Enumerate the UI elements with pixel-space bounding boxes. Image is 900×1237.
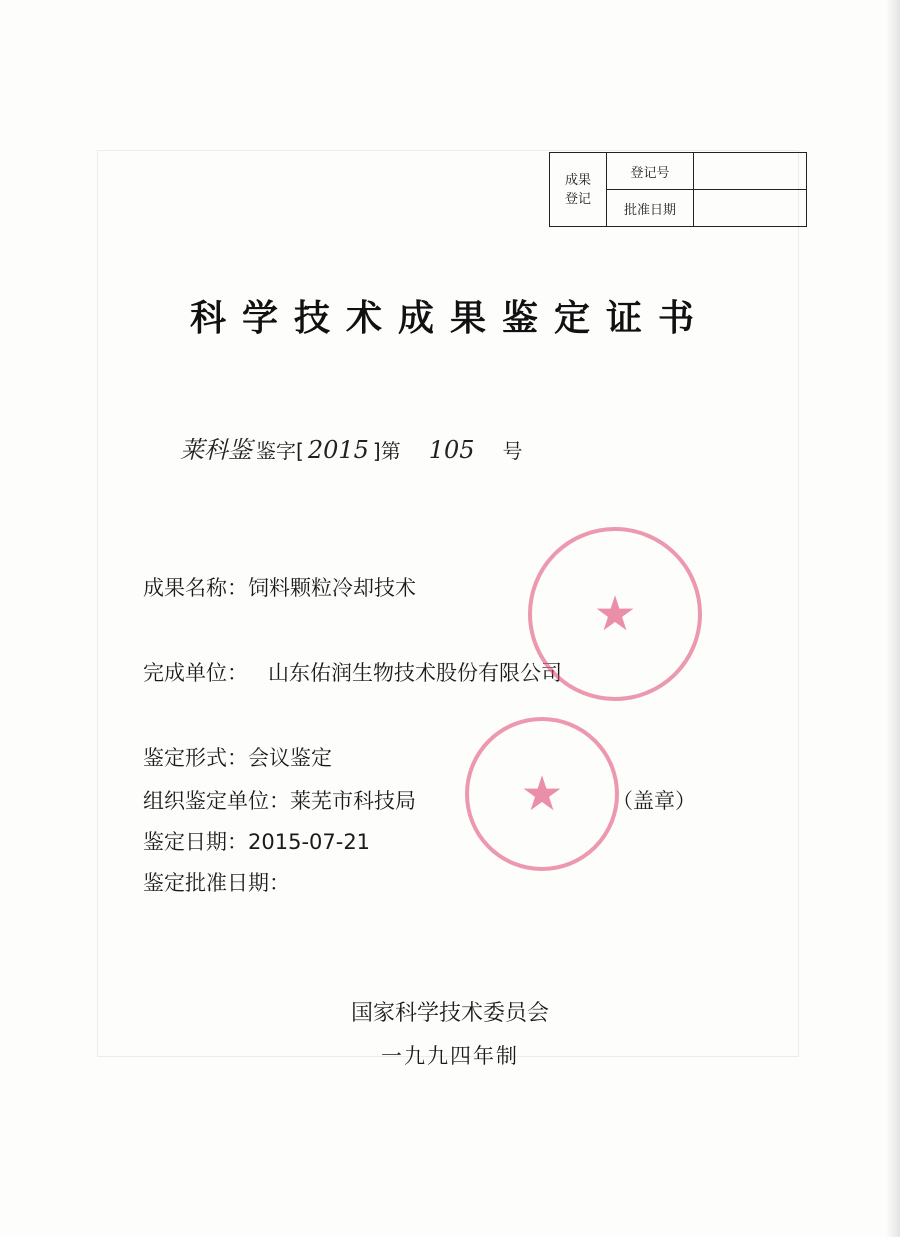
identifier-middle: 鉴字[ [256, 439, 304, 463]
registration-header: 成果 登记 [550, 153, 607, 227]
bureau-seal [465, 717, 619, 871]
registration-box [549, 152, 807, 227]
approval-date-value [694, 190, 807, 227]
seal-star-icon: ★ [593, 586, 637, 642]
identifier-after-year: ]第 [372, 439, 401, 463]
identifier-suffix: 号 [502, 439, 523, 463]
handwritten-prefix: 莱科鉴 [180, 436, 252, 464]
company-seal [528, 527, 702, 701]
appraisal-date: 鉴定日期：2015-07-21 [143, 830, 371, 854]
registration-number-label: 登记号 [607, 153, 694, 190]
appraisal-form: 鉴定形式：会议鉴定 [143, 746, 332, 770]
issuing-organization: 国家科学技术委员会 [350, 1001, 549, 1026]
seal-note: （盖章） [612, 789, 696, 813]
certificate-identifier [180, 430, 523, 465]
completing-unit: 完成单位： 山东佑润生物技术股份有限公司 [143, 661, 563, 685]
seal-star-icon: ★ [520, 766, 564, 822]
approval-date-label: 批准日期 [607, 190, 694, 227]
page-title: 科学技术成果鉴定证书 [189, 298, 710, 339]
organizing-unit: 组织鉴定单位：莱芜市科技局 [143, 789, 416, 813]
achievement-name: 成果名称：饲料颗粒冷却技术 [143, 576, 416, 600]
handwritten-year: 2015 [307, 436, 369, 464]
approval-date: 鉴定批准日期： [143, 871, 290, 895]
handwritten-number: 105 [428, 436, 475, 464]
registration-number-value [694, 153, 807, 190]
issue-year: 一九九四年制 [381, 1044, 519, 1068]
